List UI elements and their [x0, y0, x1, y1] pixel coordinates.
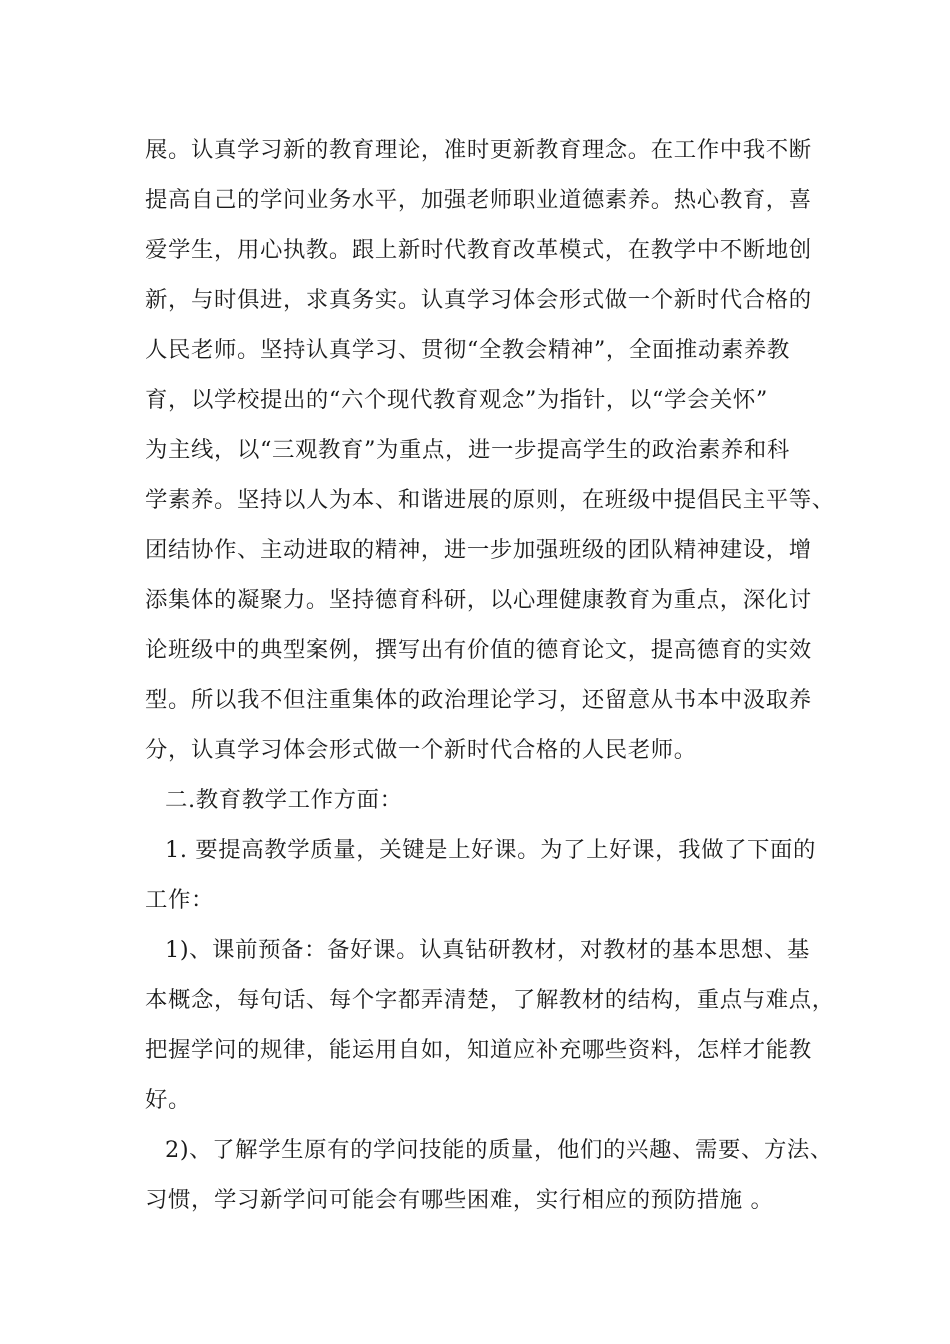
paragraph-line: 2)、了解学生原有的学问技能的质量，他们的兴趣、需要、方法、 [165, 1137, 833, 1163]
paragraph-line: 1)、课前预备：备好课。认真钻研教材，对教材的基本思想、基 [165, 937, 810, 963]
paragraph-line: 爱学生，用心执教。跟上新时代教育改革模式，在教学中不断地创 [145, 237, 812, 263]
paragraph-line: 好。 [145, 1087, 191, 1113]
paragraph-line: 为主线，以“三观教育”为重点，进一步提高学生的政治素养和科 [145, 437, 790, 463]
paragraph-line: 提高自己的学问业务水平，加强老师职业道德素养。热心教育，喜 [145, 187, 812, 213]
paragraph-line: 型。所以我不但注重集体的政治理论学习，还留意从书本中汲取养 [145, 687, 812, 713]
paragraph-line: 展。认真学习新的教育理论，准时更新教育理念。在工作中我不断 [145, 137, 812, 163]
paragraph-line: 把握学问的规律，能运用自如，知道应补充哪些资料，怎样才能教 [145, 1037, 812, 1063]
paragraph-line: 学素养。坚持以人为本、和谐进展的原则，在班级中提倡民主平等、 [145, 487, 835, 513]
paragraph-line: 论班级中的典型案例，撰写出有价值的德育论文，提高德育的实效 [145, 637, 812, 663]
paragraph-line: 习惯，学习新学问可能会有哪些困难，实行相应的预防措施 。 [145, 1187, 774, 1213]
paragraph-line: 分，认真学习体会形式做一个新时代合格的人民老师。 [145, 737, 697, 763]
paragraph-line: 团结协作、主动进取的精神，进一步加强班级的团队精神建设，增 [145, 537, 812, 563]
paragraph-line: 育，以学校提出的“六个现代教育观念”为指针，以“学会关怀” [145, 387, 768, 413]
paragraph-line: 人民老师。坚持认真学习、贯彻“全教会精神”，全面推动素养教 [145, 337, 790, 363]
paragraph-line: 工作： [145, 887, 214, 913]
paragraph-line: 新，与时俱进，求真务实。认真学习体会形式做一个新时代合格的 [145, 287, 812, 313]
paragraph-line: 本概念，每句话、每个字都弄清楚，了解教材的结构，重点与难点， [145, 987, 835, 1013]
paragraph-line: 1. 要提高教学质量，关键是上好课。为了上好课，我做了下面的 [165, 837, 817, 863]
paragraph-line: 添集体的凝聚力。坚持德育科研，以心理健康教育为重点，深化讨 [145, 587, 812, 613]
section-heading: 二.教育教学工作方面： [165, 787, 403, 813]
